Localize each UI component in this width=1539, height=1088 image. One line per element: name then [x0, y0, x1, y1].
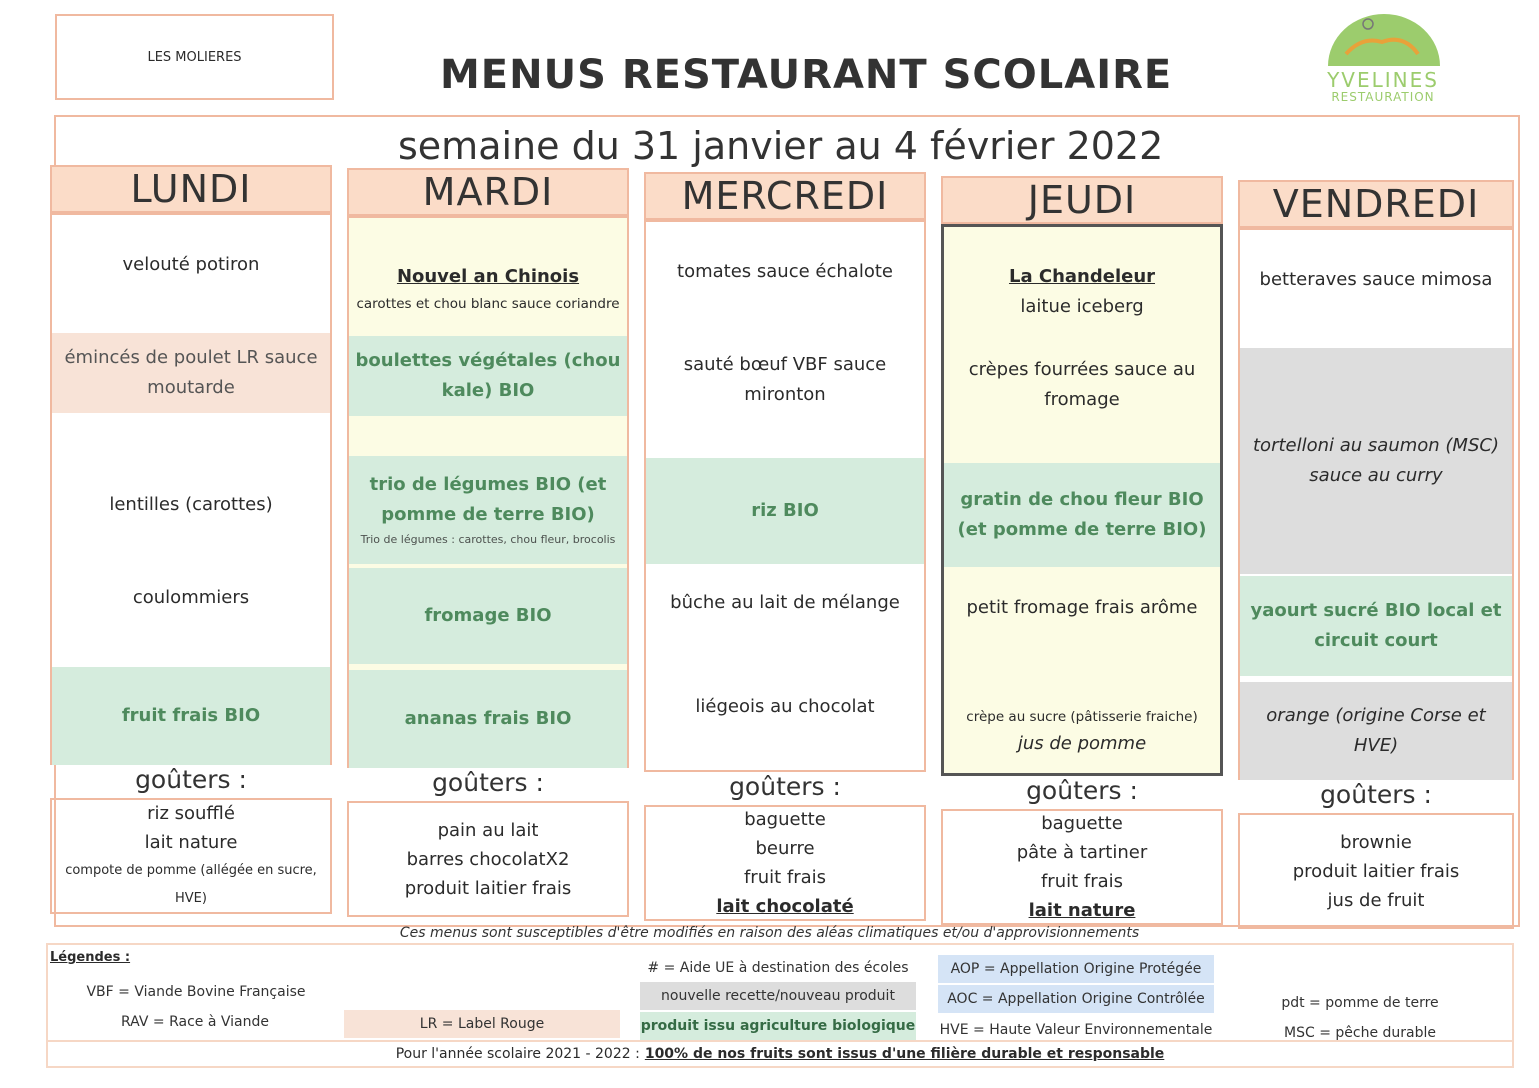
main-vendredi: tortelloni au saumon (MSC) sauce au curry — [1240, 348, 1512, 574]
legend-vbf: VBF = Viande Bovine Française — [86, 984, 306, 1000]
legend-new-recipe: nouvelle recette/nouveau produit — [640, 982, 916, 1010]
dairy-vendredi: yaourt sucré BIO local et circuit court — [1240, 576, 1512, 676]
dairy-mardi: fromage BIO — [349, 568, 627, 664]
gouters-lundi — [50, 798, 332, 914]
gouters-vendredi — [1238, 813, 1514, 929]
day-header-lundi: LUNDI — [50, 165, 332, 213]
gouters-label-mercredi: goûters : — [729, 772, 841, 801]
gouter-item: beurre — [755, 838, 815, 859]
footer-prefix: Pour l'année scolaire 2021 - 2022 : — [395, 1046, 640, 1062]
starter-mercredi: tomates sauce échalote — [677, 261, 893, 282]
gouter-item: pain au lait — [437, 819, 539, 841]
gouter-item: lait nature — [1028, 900, 1136, 921]
day-menu-lundi — [50, 213, 332, 765]
logo-text-line1: YVELINES — [1327, 68, 1439, 92]
gouters-label-lundi: goûters : — [135, 765, 247, 794]
footer-highlight: 100% de nos fruits sont issus d'une filière durable et responsable — [644, 1046, 1165, 1062]
gouter-item: fruit frais — [743, 867, 827, 888]
day-menu-mercredi — [644, 220, 926, 772]
legend-hve: HVE = Haute Valeur Environnementale — [939, 1022, 1213, 1038]
starter-lundi: velouté potiron — [122, 254, 260, 275]
dairy-jeudi: petit fromage frais arôme — [966, 597, 1198, 618]
page-title: MENUS RESTAURANT SCOLAIRE — [440, 52, 1173, 98]
legend-aop: AOP = Appellation Origine Protégée — [938, 955, 1214, 983]
dessert-mardi: ananas frais BIO — [349, 670, 627, 768]
logo-graphic-icon — [1318, 14, 1448, 70]
week-title: semaine du 31 janvier au 4 février 2022 — [398, 124, 1164, 168]
main-mercredi: sauté bœuf VBF sauce mironton — [683, 354, 887, 405]
festival-mardi: Nouvel an Chinois — [396, 266, 580, 287]
school-name-box — [55, 14, 334, 100]
starter-vendredi: betteraves sauce mimosa — [1259, 269, 1493, 290]
day-header-mercredi: MERCREDI — [644, 172, 926, 220]
dessert-vendredi: orange (origine Corse et HVE) — [1240, 682, 1512, 780]
dessert-mercredi: liégeois au chocolat — [695, 696, 875, 717]
dairy-lundi: coulommiers — [132, 586, 250, 608]
gouter-item: barres chocolatX2 — [406, 848, 570, 870]
school-name: LES MOLIERES — [147, 49, 242, 65]
gouter-item: pâte à tartiner — [1016, 842, 1148, 863]
logo-text-line2: RESTAURATION — [1331, 90, 1435, 104]
day-header-vendredi: VENDREDI — [1238, 180, 1514, 228]
side-lundi: lentilles (carottes) — [109, 494, 273, 515]
day-menu-mardi — [347, 216, 629, 768]
dairy-mercredi: bûche au lait de mélange — [670, 592, 900, 613]
gouters-mardi — [347, 801, 629, 917]
gouter-item: fruit frais — [1040, 871, 1124, 892]
side-jeudi: gratin de chou fleur BIO (et pomme de terre BIO) — [944, 463, 1220, 567]
dessert-jeudi: crèpe au sucre (pâtisserie fraiche) jus de pomme — [966, 709, 1198, 754]
footer-note — [46, 1042, 1514, 1068]
day-menu-vendredi — [1238, 228, 1514, 780]
main-lundi: émincés de poulet LR sauce moutarde — [52, 333, 330, 413]
gouters-label-vendredi: goûters : — [1320, 780, 1432, 809]
day-header-mardi: MARDI — [347, 168, 629, 216]
gouter-item: riz soufflé — [147, 803, 235, 824]
gouter-item: brownie — [1340, 831, 1412, 853]
dessert-lundi: fruit frais BIO — [52, 667, 330, 765]
starter-jeudi: La Chandeleur laitue iceberg — [944, 257, 1220, 327]
legend-ue: # = Aide UE à destination des écoles — [647, 960, 909, 976]
main-mardi: boulettes végétales (chou kale) BIO — [349, 336, 627, 416]
legend-title: Légendes : — [50, 950, 131, 965]
festival-jeudi: La Chandeleur — [1008, 266, 1156, 287]
legend-bio: produit issu agriculture biologique — [640, 1012, 916, 1040]
gouters-label-mardi: goûters : — [432, 768, 544, 797]
gouter-item: compote de pomme (allégée en sucre, HVE) — [65, 863, 317, 906]
legend-aoc: AOC = Appellation Origine Contrôlée — [938, 985, 1214, 1013]
day-header-jeudi: JEUDI — [941, 176, 1223, 224]
gouters-jeudi — [941, 809, 1223, 925]
legend-pdt: pdt = pomme de terre — [1281, 995, 1439, 1011]
gouter-item: produit laitier frais — [404, 877, 572, 899]
gouter-item: baguette — [1041, 813, 1123, 834]
side-mardi: trio de légumes BIO (et pomme de terre BIO) Trio de légumes : carottes, chou fleur, brocolis — [349, 456, 627, 564]
side-mercredi: riz BIO — [646, 458, 924, 564]
yvelines-restauration-logo — [1318, 14, 1448, 106]
legend-lr: LR = Label Rouge — [344, 1010, 620, 1038]
gouter-item: lait chocolaté — [716, 896, 854, 917]
disclaimer-text: Ces menus sont susceptibles d'être modifiés en raison des aléas climatiques et/ou d'approvisionnements — [399, 925, 1140, 941]
starter-mardi: Nouvel an Chinois carottes et chou blanc sauce coriandre — [349, 244, 627, 334]
gouter-item: baguette — [744, 809, 826, 830]
gouter-item: lait nature — [144, 832, 238, 853]
gouter-item: jus de fruit — [1327, 889, 1425, 911]
legend-rav: RAV = Race à Viande — [121, 1014, 269, 1030]
legend-msc: MSC = pêche durable — [1284, 1025, 1436, 1041]
gouter-item: produit laitier frais — [1292, 860, 1460, 882]
day-menu-jeudi — [941, 224, 1223, 776]
gouters-mercredi — [644, 805, 926, 921]
gouters-label-jeudi: goûters : — [1026, 776, 1138, 805]
main-jeudi: crèpes fourrées sauce au fromage — [968, 359, 1196, 410]
